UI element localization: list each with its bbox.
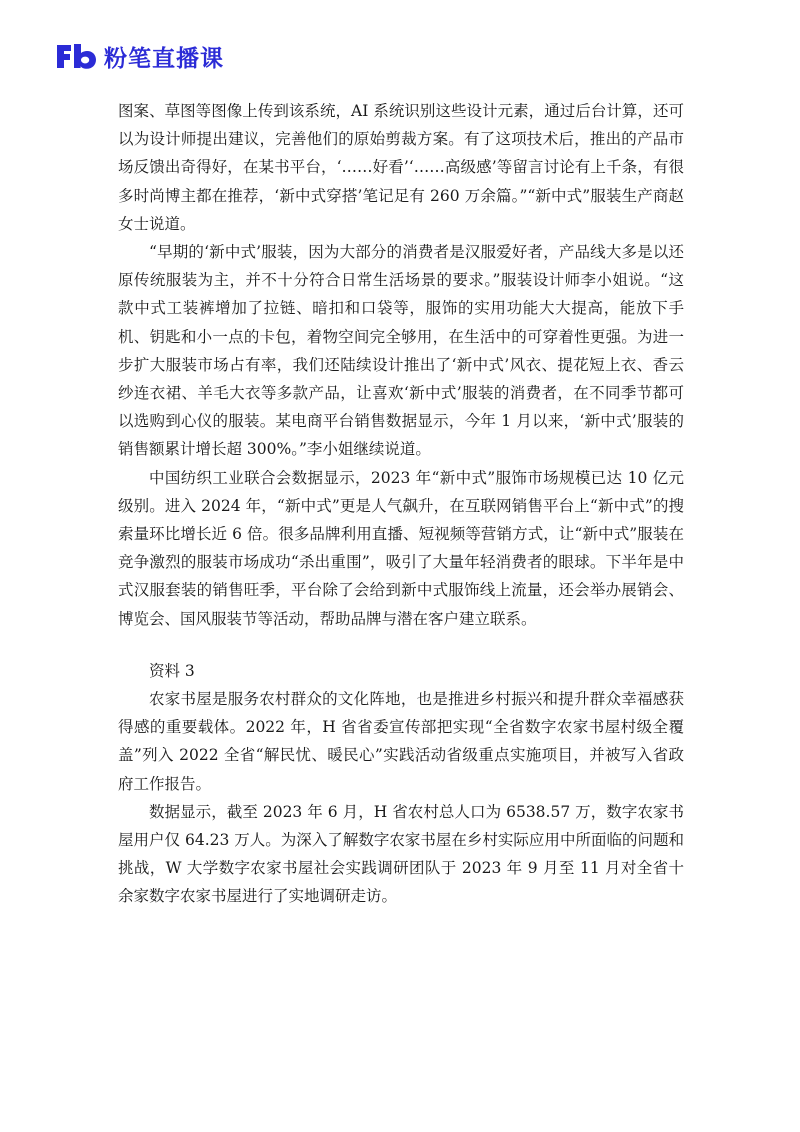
brand-name: 粉笔直播课 (104, 45, 224, 72)
paragraph-3: 中国纺织工业联合会数据显示，2023 年“新中式”服饰市场规模已达 10 亿元级别。进入 2024 年，“新中式”更是人气飙升，在互联网销售平台上“新中式”的搜索量环比增长近 6 倍。很多品牌利用直播、短视频等营销方式，让“新中式”服装在竞争激烈的服装市场成功“杀出重围”，吸引了大量年轻消费者的眼球。下半年是中式汉服套装的销售旺季，平台除了会给到新中式服饰线上流量，还会举办展销会、博览会、国风服装节等活动，帮助品牌与潜在客户建立联系。 (118, 468, 684, 628)
page-header (54, 40, 224, 72)
document-body (118, 97, 684, 911)
paragraph-1: 图案、草图等图像上传到该系统，AI 系统识别这些设计元素，通过后台计算，还可以为设计师提出建议，完善他们的原始剪裁方案。有了这项技术后，推出的产品市场反馈出奇得好，在某书平台，‘……好看’‘……高级感’等留言讨论有上千条，有很多时尚博主都在推荐，‘新中式穿搭’笔记足有 260 万余篇。”“新中式”服装生产商赵女士说道。 (118, 102, 684, 233)
section3-paragraph-2: 数据显示，截至 2023 年 6 月，H 省农村总人口为 6538.57 万，数字农家书屋用户仅 64.23 万人。为深入了解数字农家书屋在乡村实际应用中所面临的问题和挑战，W 大学数字农家书屋社会实践调研团队于 2023 年 9 月至 11 月对全省十余家数字农家书屋进行了实地调研走访。 (118, 802, 684, 906)
section-heading: 资料 3 (149, 661, 195, 680)
fenbi-logo-icon (54, 41, 98, 71)
paragraph-2: “早期的‘新中式’服装，因为大部分的消费者是汉服爱好者，产品线大多是以还原传统服装为主，并不十分符合日常生活场景的要求。”服装设计师李小姐说。“这款中式工装裤增加了拉链、暗扣和口袋等，服饰的实用功能大大提高，能放下手机、钥匙和小一点的卡包，着物空间完全够用，在生活中的可穿着性更强。为进一步扩大服装市场占有率，我们还陆续设计推出了‘新中式’风衣、提花短上衣、香云纱连衣裙、羊毛大衣等多款产品，让喜欢‘新中式’服装的消费者，在不同季节都可以选购到心仪的服装。某电商平台销售数据显示，今年 1 月以来，‘新中式’服装的销售额累计增长超 300%。”李小姐继续说道。 (118, 243, 684, 459)
section3-paragraph-1: 农家书屋是服务农村群众的文化阵地，也是推进乡村振兴和提升群众幸福感获得感的重要载体。2022 年，H 省省委宣传部把实现“全省数字农家书屋村级全覆盖”列入 2022 全省“解民忧、暖民心”实践活动省级重点实施项目，并被写入省政府工作报告。 (118, 690, 684, 793)
